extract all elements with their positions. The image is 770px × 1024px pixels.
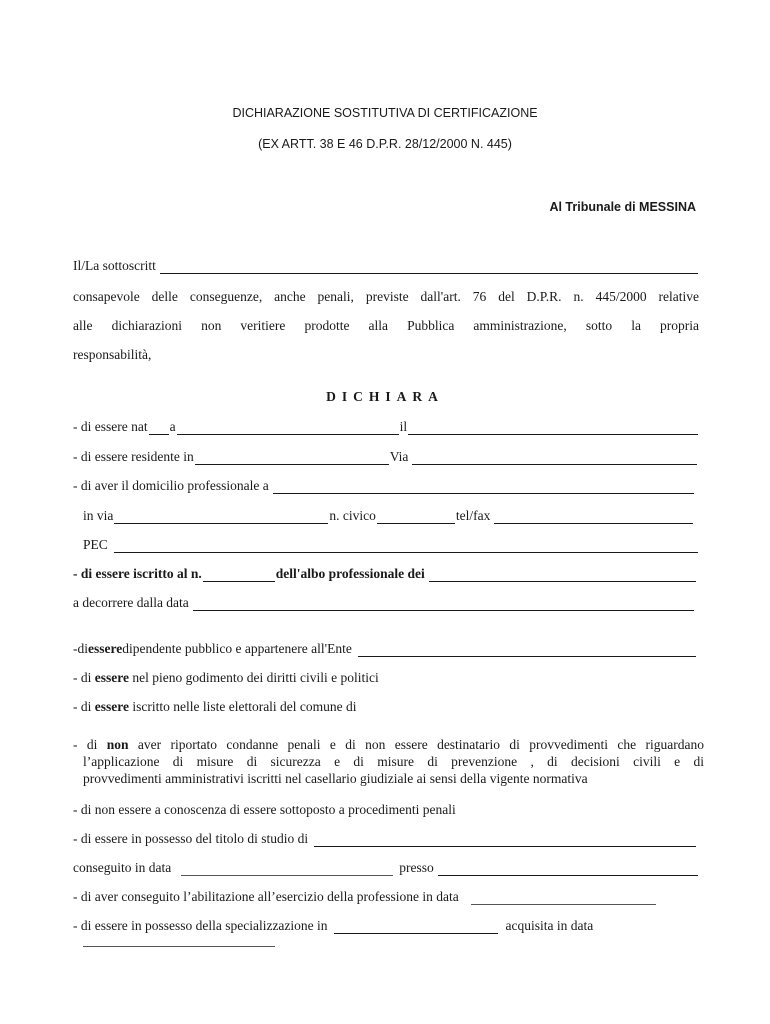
employee-label: dipendente pubblico e appartenere all'Ente [122,641,352,656]
birth-date-field[interactable] [408,422,698,435]
registration-row [73,566,697,582]
intro-line-2: alle dichiarazioni non veritiere prodotte alla Pubblica amministrazione, sotto la propria [73,318,699,333]
electoral-list-row: - di essere iscritto nelle liste elettorali del comune di [73,699,357,714]
qualification-date-field[interactable] [471,892,656,905]
resident-street-label: Via [389,449,409,464]
qualification-label: - di aver conseguito l’abilitazione all’esercizio della professione in data [73,889,459,904]
civic-number-field[interactable] [377,511,455,524]
degree-institution-label: presso [399,860,434,875]
phone-fax-field[interactable] [494,511,693,524]
convictions-line-1: - di non aver riportato condanne penali e di non essere destinatario di provvedimenti che riguardano [73,737,704,752]
degree-field[interactable] [314,834,696,847]
street-row [73,508,694,524]
specialization-date-label: acquisita in data [505,918,594,933]
qualification-row [73,889,657,905]
undersigned-label: Il/La sottoscritt [73,258,156,273]
degree-row [73,831,697,847]
domicile-row [73,478,695,494]
registration-label: - di essere iscritto al n. [73,566,202,581]
document-title: DICHIARAZIONE SOSTITUTIVA DI CERTIFICAZIONE [232,106,538,120]
degree-label: - di essere in possesso del titolo di studio di [73,831,309,846]
street-field[interactable] [114,511,328,524]
civil-rights-row: - di essere nel pieno godimento dei diritti civili e politici [73,670,379,685]
specialization-label: - di essere in possesso della specializzazione in [73,918,328,933]
convictions-line-2: l’applicazione di misure di sicurezza e di misure di prevenzione , di decisioni civili e di [83,754,704,769]
intro-line-1: consapevole delle conseguenze, anche penali, previste dall'art. 76 del D.P.R. n. 445/2000 relative [73,289,699,304]
pec-label: PEC [83,537,108,552]
convictions-line-3: provvedimenti amministrativi iscritti nel casellario giudiziale ai sensi della vigente normativa [83,771,588,786]
resident-city-field[interactable] [195,452,389,465]
specialization-date-field[interactable] [83,934,275,947]
pec-field[interactable] [114,540,698,553]
professional-register-field[interactable] [429,569,696,582]
domicile-city-field[interactable] [273,481,694,494]
undersigned-name-field[interactable] [160,261,698,274]
born-place-label: a [169,419,176,434]
employee-row: -di essere dipendente pubblico e appartenere all'Ente [73,641,697,657]
born-row [73,419,699,435]
domicile-label: - di aver il domicilio professionale a [73,478,269,493]
recipient-court: Al Tribunale di MESSINA [549,200,696,214]
birth-date-label: il [399,419,408,434]
specialization-date-row [82,934,276,947]
employer-entity-field[interactable] [358,644,696,657]
degree-date-field[interactable] [181,863,393,876]
registration-number-field[interactable] [203,569,275,582]
phone-fax-label: tel/fax [455,508,491,523]
intro-line-3: responsabilità, [73,347,152,362]
gender-suffix-field[interactable] [149,422,169,435]
street-label: in via [83,508,114,523]
degree-date-label: conseguito in data [73,860,172,875]
birth-place-field[interactable] [177,422,399,435]
declare-heading: DICHIARA [326,389,444,404]
since-label: a decorrere dalla data [73,595,189,610]
degree-institution-field[interactable] [438,863,698,876]
professional-register-label: dell'albo professionale dei [275,566,425,581]
undersigned-row [73,258,699,274]
specialization-field[interactable] [334,921,498,934]
resident-street-field[interactable] [412,452,697,465]
pec-row [73,537,699,553]
civic-number-label: n. civico [329,508,376,523]
degree-date-row [73,860,699,876]
specialization-row [73,918,657,934]
since-row [73,595,695,611]
resident-row [73,449,699,465]
document-subtitle: (EX ARTT. 38 E 46 D.P.R. 28/12/2000 N. 445) [258,137,512,151]
born-label: - di essere nat [73,419,148,434]
resident-label: - di essere residente in [73,449,194,464]
proceedings-row: - di non essere a conoscenza di essere sottoposto a procedimenti penali [73,802,456,817]
since-date-field[interactable] [193,598,694,611]
